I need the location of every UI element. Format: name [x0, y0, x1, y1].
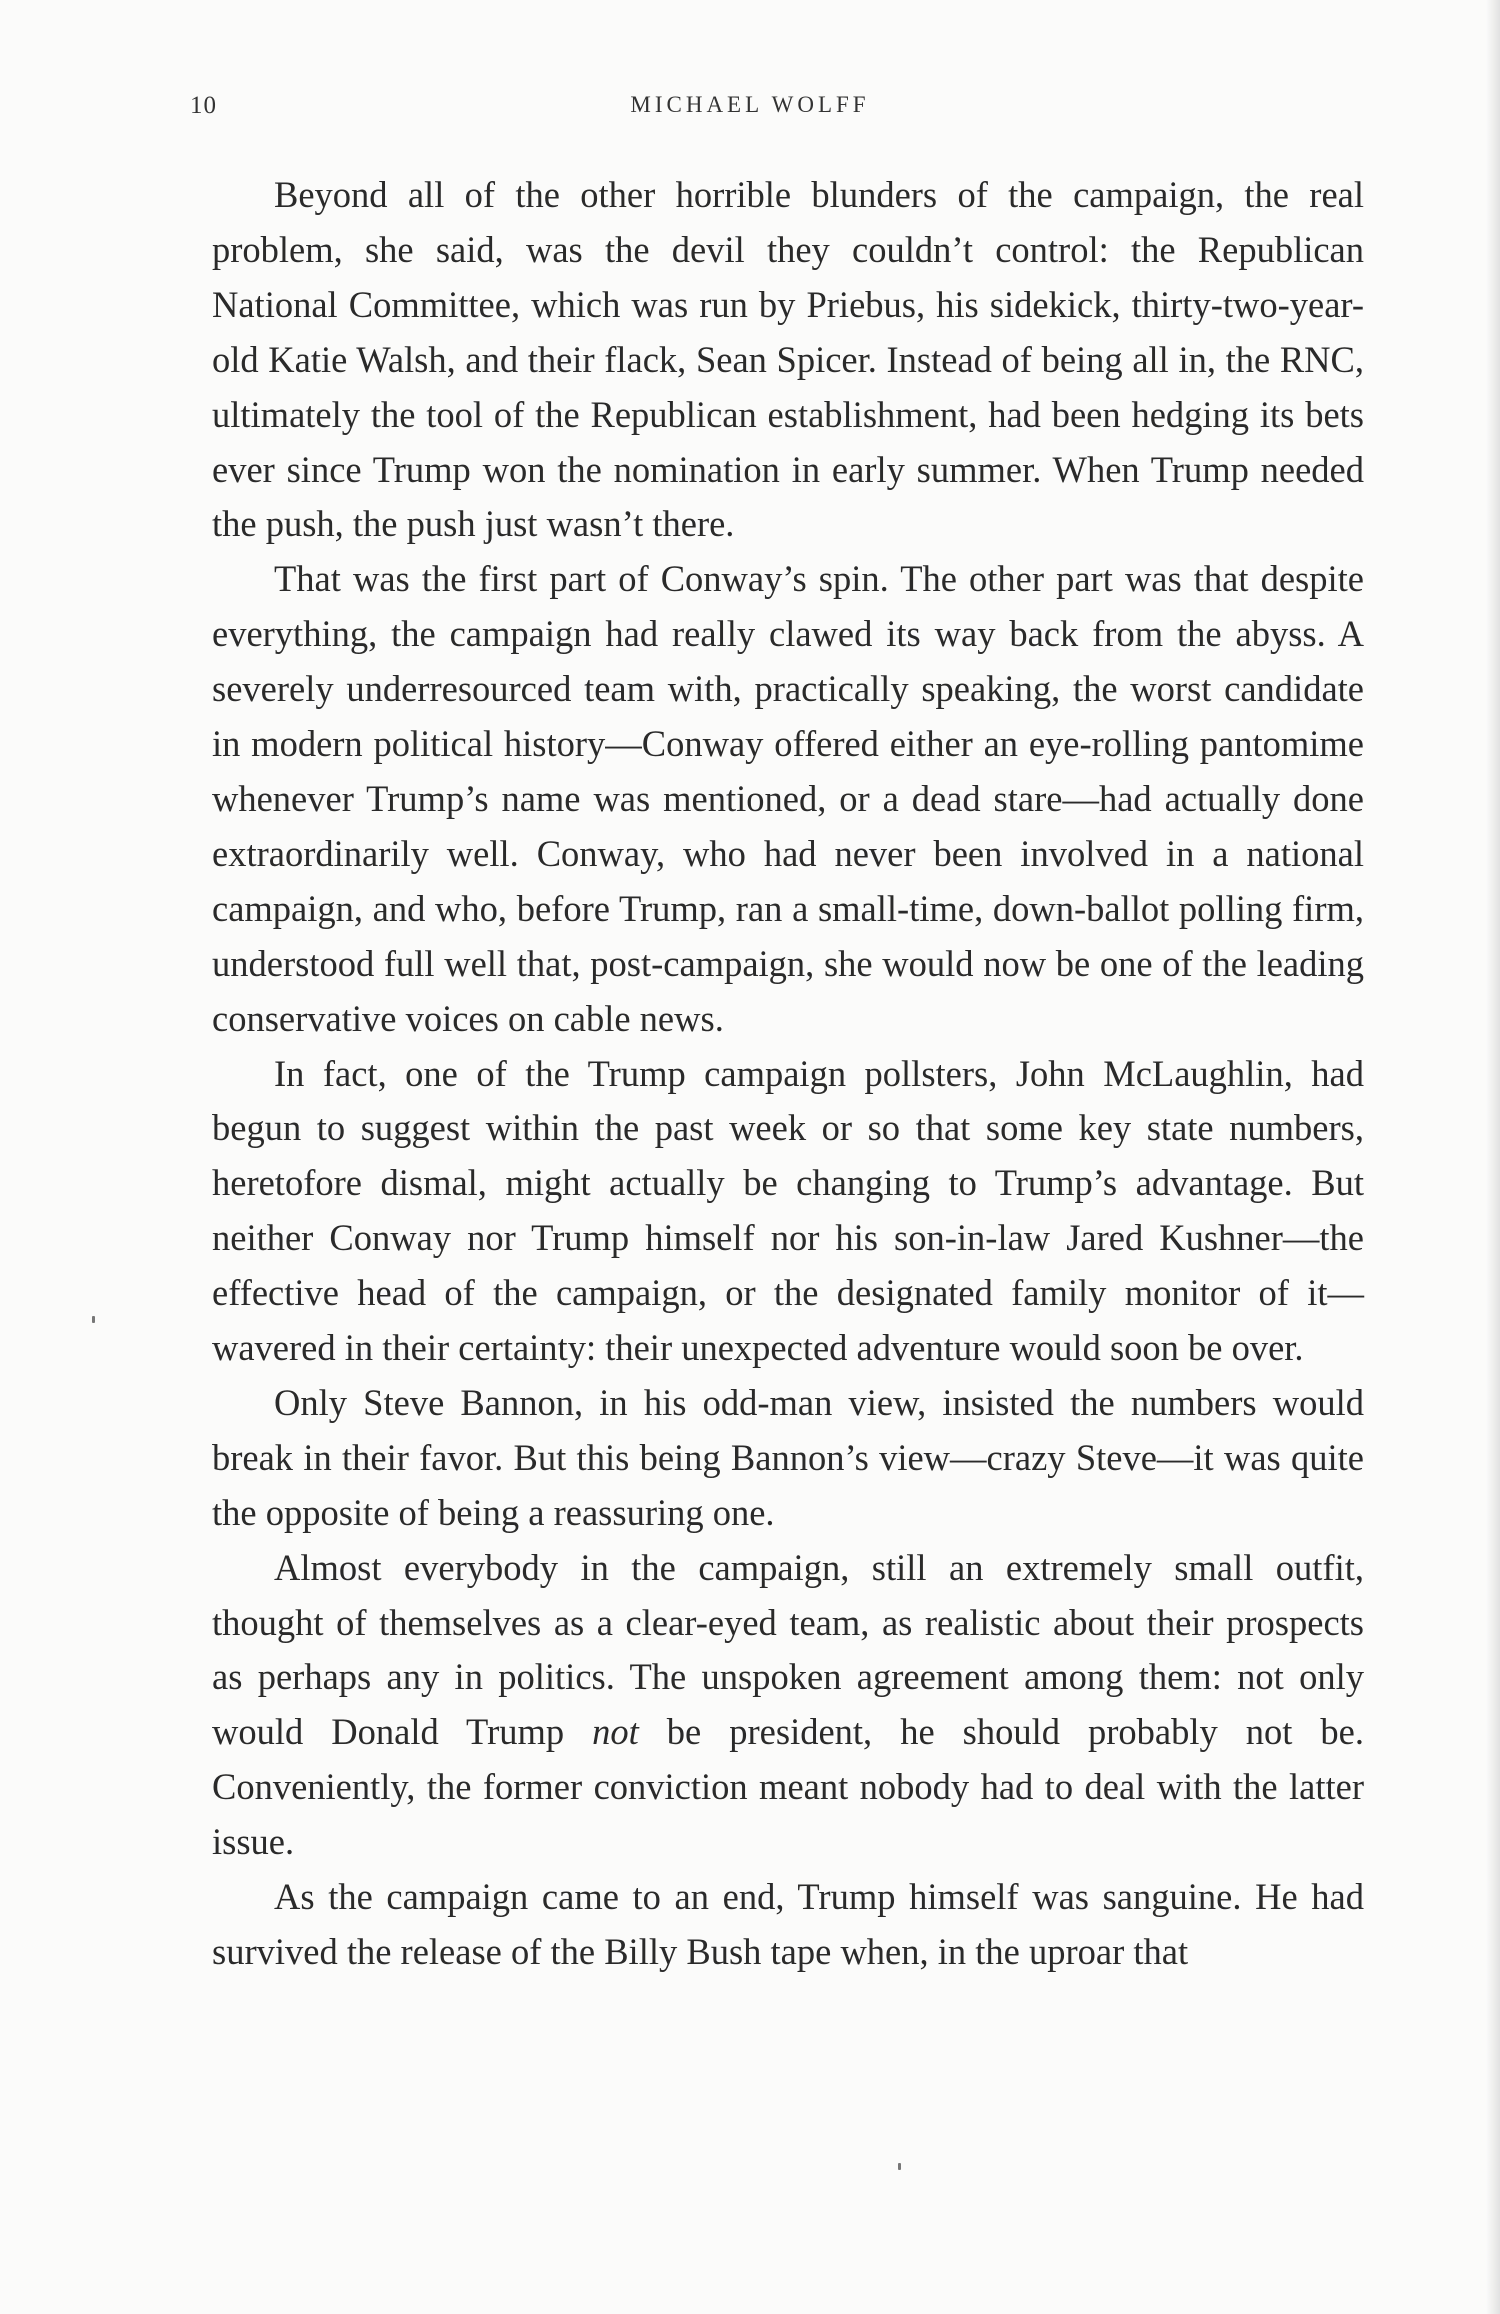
- paragraph: [212, 1047, 1364, 1376]
- paragraph: [212, 1870, 1364, 1980]
- scan-speck: [898, 2163, 901, 2170]
- paragraph: [212, 1541, 1364, 1870]
- paragraph-text-continued: be president, he should probably not be. Conveniently, the former conviction meant nobody had to deal with the latter issue.: [212, 1711, 1364, 1863]
- paragraph: [212, 1376, 1364, 1541]
- body-text: [212, 168, 1364, 1980]
- paragraph-text: Beyond all of the other horrible blunders of the campaign, the real problem, she said, was the devil they couldn’t control: the Republican National Committee, which was run by Priebus, his sidekick, thirty-two-year-old Katie Walsh, and their flack, Sean Spicer. Instead of being all in, the RNC, ultimately the tool of the Republican establishment, had been hedging its bets ever since Trump won the nomination in early summer. When Trump needed the push, the push just wasn’t there.: [212, 174, 1364, 545]
- paragraph-text: Only Steve Bannon, in his odd-man view, insisted the numbers would break in their favor. But this being Bannon’s view—crazy Steve—it was quite the opposite of being a reassuring one.: [212, 1381, 1364, 1533]
- paragraph-text: In fact, one of the Trump campaign pollsters, John McLaughlin, had begun to suggest within the past week or so that some key state numbers, heretofore dismal, might actually be changing to Trump’s advantage. But neither Conway nor Trump himself nor his son-in-law Jared Kushner—the effective head of the campaign, or the designated family monitor of it—wavered in their certainty: their unexpected adventure would soon be over.: [212, 1052, 1364, 1369]
- page-number: 10: [190, 92, 217, 119]
- running-head: [0, 92, 1500, 132]
- header-author: MICHAEL WOLFF: [630, 92, 870, 117]
- paragraph: [212, 168, 1364, 552]
- italic-emphasis: not: [592, 1711, 639, 1753]
- paragraph-text: That was the first part of Conway’s spin. The other part was that despite everything, the campaign had really clawed its way back from the abyss. A severely underresourced team with, practically speaking, the worst candidate in modern political history—Conway offered either an eye-rolling pantomime whenever Trump’s name was mentioned, or a dead stare—had actually done extraordinarily well. Conway, who had never been involved in a national campaign, and who, before Trump, ran a small-time, down-ballot polling firm, understood full well that, post-campaign, she would now be one of the leading conservative voices on cable news.: [212, 558, 1364, 1039]
- scan-speck: [92, 1316, 95, 1323]
- paragraph-text: Almost everybody in the campaign, still an extremely small outfit, thought of themselves as a clear-eyed team, as realistic about their prospects as perhaps any in politics. The unspoken agreement among them: not only would Donald Trump: [212, 1546, 1364, 1753]
- paragraph-text: As the campaign came to an end, Trump himself was sanguine. He had survived the release of the Billy Bush tape when, in the uproar that: [212, 1876, 1364, 1972]
- paragraph: [212, 552, 1364, 1046]
- page-edge-shadow: [1486, 0, 1500, 2314]
